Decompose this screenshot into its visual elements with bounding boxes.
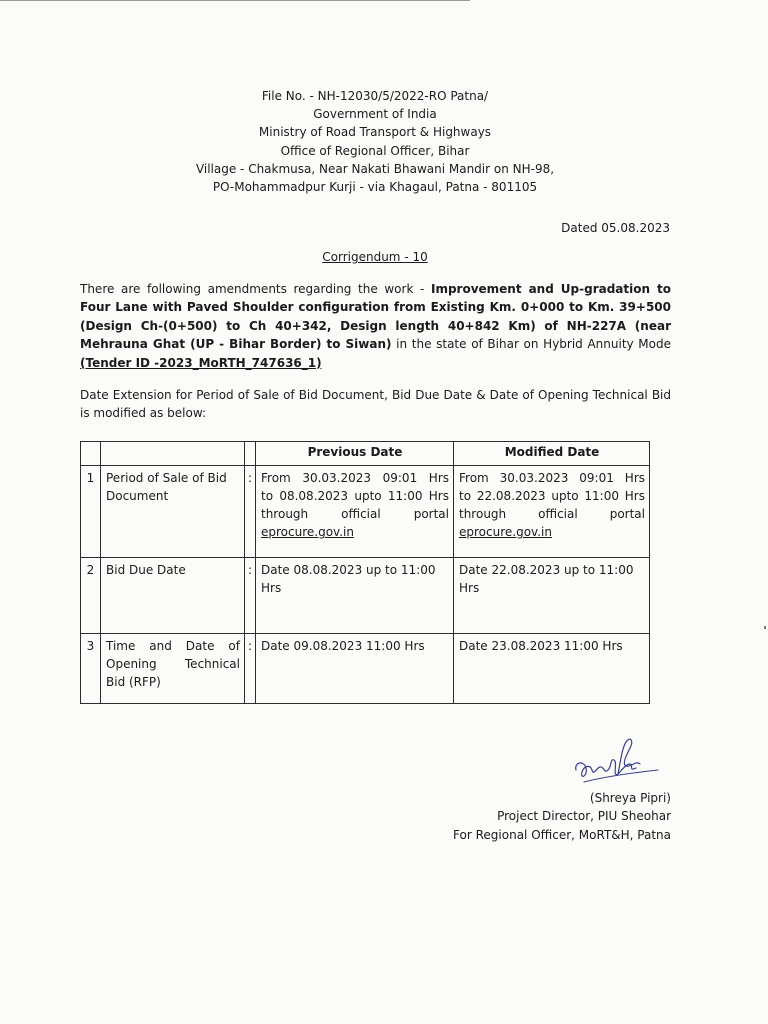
previous-line-2: to 08.08.2023 upto 11:00 Hrs bbox=[261, 489, 449, 503]
corrigendum-title: Corrigendum - 10 bbox=[322, 250, 428, 264]
row-colon: : bbox=[245, 634, 256, 704]
row-item: Bid Due Date bbox=[101, 558, 245, 634]
row-modified-date bbox=[454, 466, 650, 558]
row-item: Period of Sale of Bid Document bbox=[101, 466, 245, 558]
ministry-name: Ministry of Road Transport & Highways bbox=[258, 125, 492, 140]
handwritten-signature bbox=[566, 734, 666, 794]
letterhead bbox=[100, 87, 650, 196]
modified-line-3: through official portal bbox=[459, 507, 645, 521]
table-row bbox=[81, 466, 650, 558]
row-previous-date: Date 09.08.2023 11:00 Hrs bbox=[256, 634, 454, 704]
row-modified-date: Date 22.08.2023 up to 11:00 Hrs bbox=[454, 558, 650, 634]
row-serial: 3 bbox=[81, 634, 101, 704]
signatory-name: (Shreya Pipri) bbox=[589, 791, 671, 805]
table-row bbox=[81, 634, 650, 704]
previous-line-3: through official portal bbox=[261, 507, 449, 521]
tender-id: (Tender ID -2023_MoRTH_747636_1) bbox=[80, 355, 322, 370]
signatory-block bbox=[400, 789, 671, 844]
previous-line-1: From 30.03.2023 09:01 Hrs bbox=[261, 471, 449, 485]
modified-line-1: From 30.03.2023 09:01 Hrs bbox=[459, 471, 645, 485]
row-serial: 2 bbox=[81, 558, 101, 634]
table-header-row bbox=[81, 442, 650, 466]
extension-note: Date Extension for Period of Sale of Bid Document, Bid Due Date & Date of Opening Technical Bid is modified as below: bbox=[80, 388, 671, 421]
header-blank-colon bbox=[245, 442, 256, 466]
signatory-designation: Project Director, PIU Sheohar bbox=[497, 809, 671, 824]
office-name: Office of Regional Officer, Bihar bbox=[280, 143, 470, 158]
signatory-office: For Regional Officer, MoRT&H, Patna bbox=[453, 827, 671, 842]
header-blank-item bbox=[101, 442, 245, 466]
address-line-1: Village - Chakmusa, Near Nakati Bhawani Mandir on NH-98, bbox=[195, 161, 555, 176]
amendment-table bbox=[80, 441, 650, 704]
government-name: Government of India bbox=[313, 107, 437, 122]
row-previous-date bbox=[256, 466, 454, 558]
document-title bbox=[0, 250, 750, 264]
eprocure-link[interactable]: eprocure.gov.in bbox=[459, 525, 552, 539]
row-colon: : bbox=[245, 558, 256, 634]
header-modified-date: Modified Date bbox=[454, 442, 650, 466]
work-title: Improvement and Up-gradation to Four Lane with Paved Shoulder configuration from Existing Km. 0+000 to Km. 39+500 (Design Ch-(0+500) to Ch 40+342, Design length 40+842 Km) of NH-227A (near Mehrauna Ghat (UP - Bihar Border) to Siwan) bbox=[80, 282, 672, 352]
scan-top-edge-line bbox=[0, 0, 470, 1]
modified-line-2: to 22.08.2023 upto 11:00 Hrs bbox=[459, 489, 645, 503]
scan-speck bbox=[764, 626, 766, 629]
header-blank-sl bbox=[81, 442, 101, 466]
row-serial: 1 bbox=[81, 466, 101, 558]
eprocure-link[interactable]: eprocure.gov.in bbox=[261, 525, 354, 539]
intro-paragraph bbox=[80, 280, 671, 372]
header-previous-date: Previous Date bbox=[256, 442, 454, 466]
row-modified-date: Date 23.08.2023 11:00 Hrs bbox=[454, 634, 650, 704]
item-line-3: Bid (RFP) bbox=[106, 675, 161, 689]
row-item bbox=[101, 634, 245, 704]
table-row bbox=[81, 558, 650, 634]
intro-prefix: There are following amendments regarding the work - bbox=[80, 282, 431, 296]
item-line-2: Opening Technical bbox=[106, 657, 240, 671]
intro-suffix: in the state of Bihar on Hybrid Annuity Mode bbox=[391, 337, 671, 352]
address-line-2: PO-Mohammadpur Kurji - via Khagaul, Patna - 801105 bbox=[212, 180, 538, 195]
row-colon: : bbox=[245, 466, 256, 558]
row-previous-date: Date 08.08.2023 up to 11:00 Hrs bbox=[256, 558, 454, 634]
file-number: File No. - NH-12030/5/2022-RO Patna/ bbox=[261, 89, 489, 103]
item-line-1: Time and Date of bbox=[106, 639, 240, 653]
document-date: Dated 05.08.2023 bbox=[561, 221, 670, 235]
